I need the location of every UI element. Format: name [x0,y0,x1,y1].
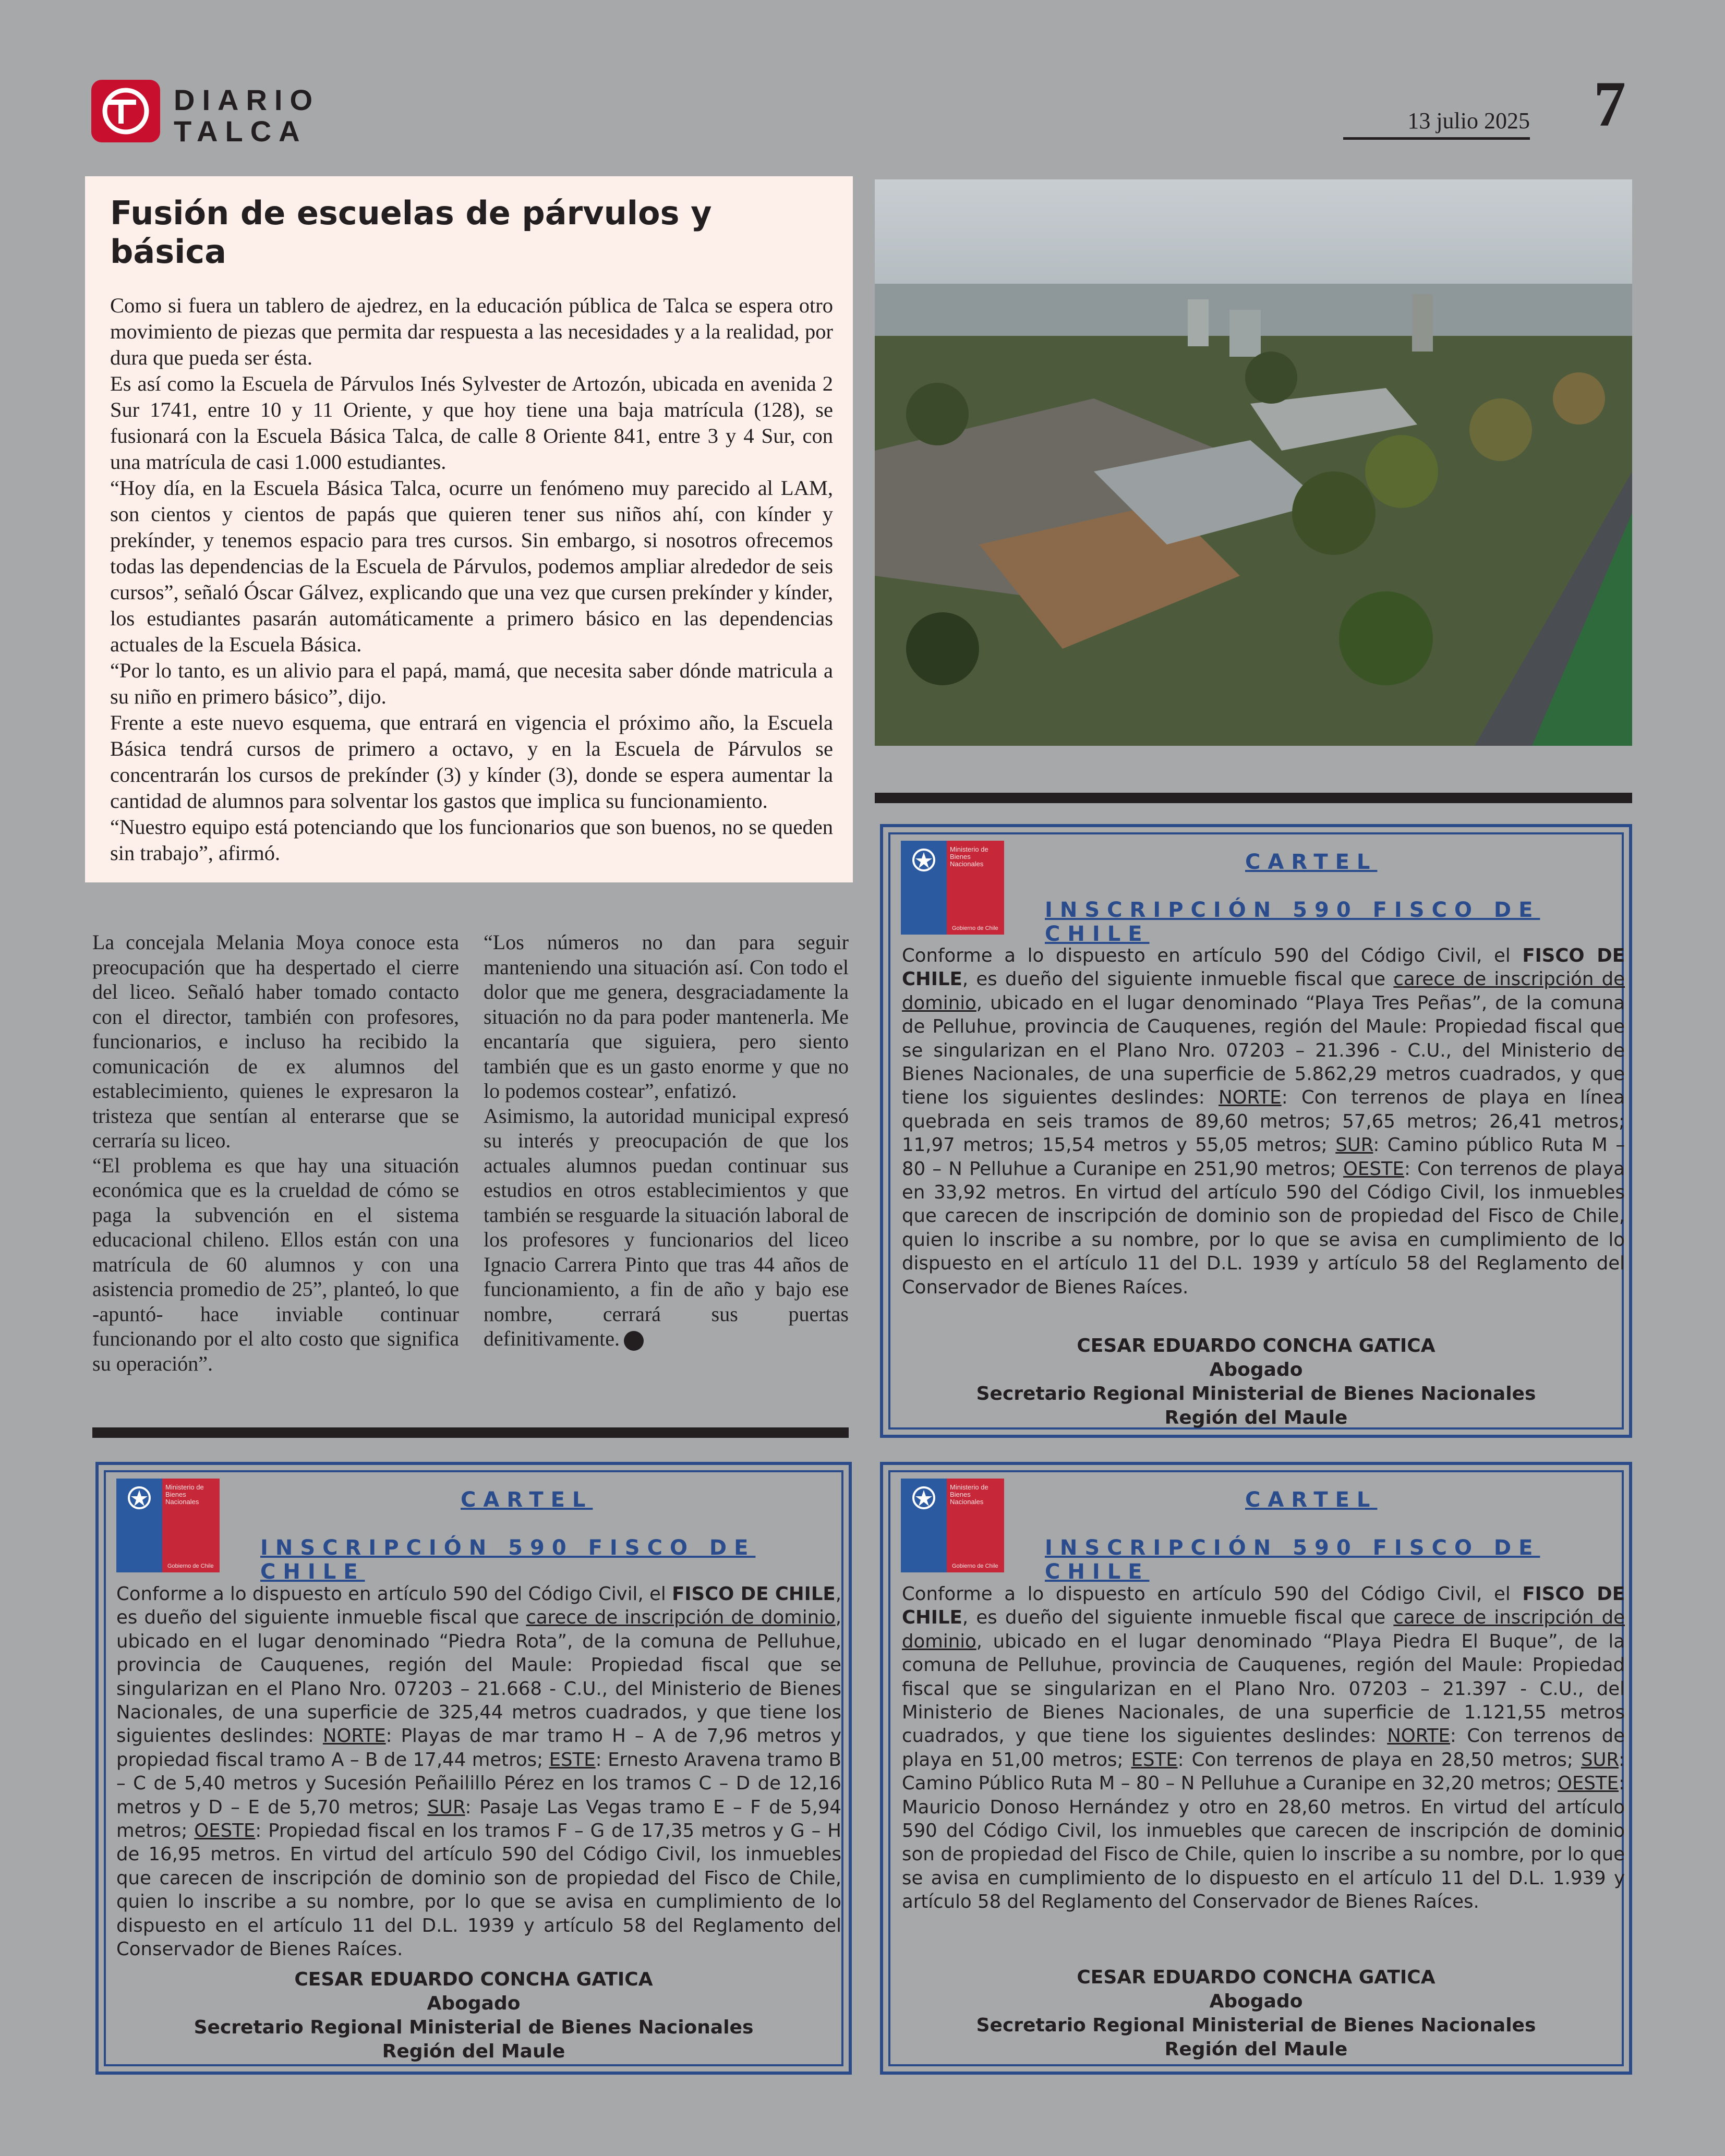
signatory-name: CESAR EDUARDO CONCHA GATICA [1077,1967,1436,1988]
boundary-label: ESTE [1131,1749,1178,1771]
cartel-inner-border [104,1470,843,2066]
signatory-title: Abogado [1209,1991,1303,2012]
boundary-text: : Propiedad fiscal en los tramos F – G de 17,35 metros y G – H de 16,95 metros. En virtud del artículo 590 del Código Civil, los inmuebles que carecen de inscripción de dominio son de propiedad del Fisco de Chile, quien lo inscribe a su nombre, por lo que se avisa en cumplimiento de lo dispuesto en el artículo 11 del D.L. 1939 y artículo 58 del Reglamento del Conservador de Bienes Raíces. [116,1820,841,1960]
article-paragraph: “Nuestro equipo está potenciando que los funcionarios que son buenos, no se queden sin trabajo”, afirmó. [110,815,833,865]
cartel-owner: , es dueño del siguiente inmueble fiscal que [962,1607,1394,1629]
cartel-text [902,1582,1625,1914]
diario-talca-logo-icon [91,80,160,142]
signatory-region: Región del Maule [1164,2039,1348,2060]
signatory-role: Secretario Regional Ministerial de Bienes Nacionales [976,1383,1536,1404]
article-paragraph: Como si fuera un tablero de ajedrez, en la educación pública de Talca se espera otro movimiento de piezas que permita dar respuesta a las necesidades y a la realidad, por dura que pueda ser ésta. [110,293,833,369]
article-paragraph: Frente a este nuevo esquema, que entrará en vigencia el próximo año, la Escuela Básica tendrá cursos de primero a octavo, y en la Escuela de Párvulos se concentrarán los cursos de prekínder (3) y kínder (3), donde se espera aumentar la cantidad de alumnos para solventar los gastos que implica su funcionamiento. [110,710,833,813]
boundary-text: : Ernesto Aravena tramo B – C de 5,40 metros y Sucesión Peñailillo Pérez en los tramos C – D de 12,16 metros y D – E de 5,70 metros; [116,1749,841,1818]
government-label: Gobierno de Chile [952,925,998,931]
cartel-signature [890,1334,1622,1430]
boundary-text: : Camino Público Ruta M – 80 – N Pelluhue a Curanipe en 32,20 metros; [902,1749,1625,1795]
cartel-subheading: INSCRIPCIÓN 590 FISCO DE CHILE [260,1536,756,1584]
boundary-text: : Con terrenos de playa en 33,92 metros. En virtud del artículo 590 del Código Civil, los inmuebles que carecen de inscripción de dominio son de propiedad del Fisco de Chile, quien lo inscribe a su nombre, por lo que se avisa en cumplimiento de lo dispuesto en el artículo 11 del D.L. 1939 y artículo 58 del Reglamento del Conservador de Bienes Raíces. [902,1158,1625,1298]
signatory-role: Secretario Regional Ministerial de Bienes Nacionales [976,2015,1536,2036]
article-paragraph: “Por lo tanto, es un alivio para el papá, mamá, que necesita saber dónde matricula a su niño en primero básico”, dijo. [110,658,833,708]
column-right [484,930,849,1351]
boundary-label: SUR [427,1796,465,1818]
boundary-label: OESTE [1343,1158,1404,1180]
cartel-text [902,944,1625,1299]
boundary-text: : Con terrenos de playa en línea quebrada en seis tramos de 89,60 metros; 57,65 metros; 26,41 metros; 11,97 metros; 15,54 metros y 55,05 metros; [902,1087,1625,1156]
cartel-carece: carece de inscripción de dominio [902,1607,1625,1652]
boundary-label: ESTE [549,1749,596,1771]
masthead [174,84,320,147]
column-paragraph: “Los números no dan para seguir manteniendo una situación así. Con todo el dolor que me genera, desgraciadamente la situación no da para poder mantenerla. Me encantaría que siguiera, pero siento también que es un gasto enorme y que no lo podemos costear”, enfatizó. [484,930,849,1103]
cartel-body: , ubicado en el lugar denominado “Playa Piedra El Buque”, de la comuna de Pelluhue, provincia de Cauquenes, región del Maule: Propiedad fiscal que se singularizan en el Plano Nro. 07203 – 21.397 - C.U., del Ministerio de Bienes Nacionales, de una superficie de 1.121,55 metros cuadrados, y que tiene los siguientes deslindes: [902,1630,1625,1747]
boundary-label: OESTE [1558,1773,1619,1795]
signatory-region: Región del Maule [1164,1407,1348,1428]
boundary-label: SUR [1335,1134,1373,1156]
government-label: Gobierno de Chile [167,1563,214,1569]
cartel-body: , ubicado en el lugar denominado “Playa Tres Peñas”, de la comuna de Pelluhue, provincia de Cauquenes, región del Maule: Propiedad fiscal que se singularizan en el Plano Nro. 07203 – 21.396 - C.U., del Ministerio de Bienes Nacionales, de una superficie de 5.862,29 metros cuadrados, y que tiene los siguientes deslindes: [902,992,1625,1109]
cartel-carece: carece de inscripción de dominio [902,968,1625,1014]
cartel-owner: , es dueño del siguiente inmueble fiscal que [116,1583,841,1629]
cartel-inner-border [888,1470,1624,2066]
masthead-line-1: DIARIO [174,83,320,116]
cartel-subheading: INSCRIPCIÓN 590 FISCO DE CHILE [1045,898,1540,946]
government-label: Gobierno de Chile [952,1563,998,1569]
cartel-intro: Conforme a lo dispuesto en artículo 590 del Código Civil, el [116,1583,672,1605]
article-body [110,293,833,866]
ministry-name: Ministerio de Bienes Nacionales [165,1483,204,1506]
cartel-fisco: FISCO DE CHILE [902,1583,1625,1629]
section-divider [92,1427,849,1438]
boundary-text: : Playas de mar tramo H – A de 7,96 metros y propiedad fiscal tramo A – B de 17,44 metros; [116,1725,841,1771]
ministry-name: Ministerio de Bienes Nacionales [950,845,988,868]
cartel-notice [880,824,1632,1438]
cartel-carece: carece de inscripción de dominio [526,1607,836,1629]
cartel-body: , ubicado en el lugar denominado “Piedra Rota”, de la comuna de Pelluhue, provincia de Cauquenes, región del Maule: Propiedad fiscal que se singularizan en el Plano Nro. 07203 – 21.668 - C.U., del Ministerio de Bienes Nacionales, de una superficie de 325,44 metros cuadrados, y que tiene los siguientes deslindes: [116,1607,841,1747]
ministry-crest-icon [116,1479,220,1572]
cartel-subheading: INSCRIPCIÓN 590 FISCO DE CHILE [1045,1536,1540,1584]
cartel-intro: Conforme a lo dispuesto en artículo 590 del Código Civil, el [902,945,1523,966]
cartel-owner: , es dueño del siguiente inmueble fiscal que [962,968,1394,990]
boundary-label: NORTE [1387,1725,1450,1747]
boundary-text: : Con terrenos de playa en 28,50 metros; [1177,1749,1581,1771]
cartel-signature [106,1968,841,2064]
cartel-notice [880,1462,1632,2075]
signatory-title: Abogado [1209,1359,1303,1380]
boundary-text: : Con terrenos de playa en 51,00 metros; [902,1725,1625,1771]
signatory-region: Región del Maule [382,2041,565,2062]
article-title: Fusión de escuelas de párvulos y básica [110,194,712,271]
cartel-intro: Conforme a lo dispuesto en artículo 590 del Código Civil, el [902,1583,1523,1605]
boundary-text: : Pasaje Las Vegas tramo E – F de 5,94 metros; [116,1796,842,1842]
cartel-inner-border [888,832,1624,1430]
section-divider [875,793,1632,803]
boundary-label: SUR [1581,1749,1619,1771]
ministry-crest-icon [901,841,1004,935]
cartel-signature [890,1966,1622,2062]
cartel-heading: CARTEL [461,1488,593,1512]
article-end-icon [624,1331,644,1351]
article-box [85,176,853,882]
boundary-label: NORTE [1219,1087,1282,1109]
masthead-line-2: TALCA [174,115,307,148]
column-paragraph-text: Asimismo, la autoridad municipal expresó su interés y preocupación de que los actuales alumnos puedan continuar sus estudios en otros establecimientos y que también se resguarde la situación laboral de los profesores y funcionarios del liceo Ignacio Carrera Pinto que tras 44 años de funcionamiento, a fin de año y bajo ese nombre, cerrará sus puertas definitivamente. [484,1104,849,1350]
cartel-heading: CARTEL [1245,1488,1378,1512]
column-left [92,930,459,1376]
aerial-city-photo [875,179,1632,746]
page-number: 7 [1594,68,1626,140]
signatory-role: Secretario Regional Ministerial de Bienes Nacionales [194,2017,754,2038]
ministry-name: Ministerio de Bienes Nacionales [950,1483,988,1506]
column-paragraph: “El problema es que hay una situación económica que es la crueldad de cómo se paga la subvención en el sistema educacional chileno. Ellos están con una matrícula de 60 alumnos y con una asistencia promedio de 25”, planteó, lo que -apuntó- hace inviable continuar funcionando por el alto costo que significa su operación”. [92,1153,459,1375]
boundary-text: : Mauricio Donoso Hernández y otro en 28,60 metros. En virtud del artículo 590 del Código Civil, los inmuebles que carecen de inscripción de dominio son de propiedad del Fisco de Chile, quien lo inscribe a su nombre, por lo que se avisa en cumplimiento de lo dispuesto en el artículo 11 del D.L. 1.939 y artículo 58 del Reglamento del Conservador de Bienes Raíces. [902,1773,1625,1913]
cartel-notice [95,1462,852,2075]
cartel-fisco: FISCO DE CHILE [672,1583,836,1605]
ministry-crest-icon [901,1479,1004,1572]
signatory-name: CESAR EDUARDO CONCHA GATICA [1077,1335,1436,1356]
cartel-text [116,1582,841,1961]
column-paragraph [484,1104,849,1351]
boundary-label: OESTE [194,1820,256,1842]
column-paragraph: La concejala Melania Moya conoce esta preocupación que ha despertado el cierre del liceo. Señaló haber tomado contacto con el director, también con profesores, funcionarios, e incluso ha recibido la comunicación de ex alumnos del establecimiento, quienes le expresaron la tristeza que sentían al enterarse que se cerraría su liceo. [92,930,459,1152]
boundary-label: NORTE [322,1725,386,1747]
boundary-text: : Camino público Ruta M – 80 – N Pelluhue a Curanipe en 251,90 metros; [902,1134,1625,1180]
issue-date: 13 julio 2025 [1343,107,1530,140]
cartel-heading: CARTEL [1245,850,1378,874]
signatory-name: CESAR EDUARDO CONCHA GATICA [294,1969,653,1990]
cartel-fisco: FISCO DE CHILE [902,945,1625,990]
article-paragraph: “Hoy día, en la Escuela Básica Talca, ocurre un fenómeno muy parecido al LAM, son cientos y cientos de papás que quieren tener sus niños ahí, con kínder y prekínder, y tenemos espacio para tres cursos. Sin embargo, si nosotros ofrecemos todas las dependencias de la Escuela de Párvulos, podemos ampliar alrededor de seis cursos”, señaló Óscar Gálvez, explicando que una vez que cursen prekínder y kínder, los estudiantes pasarán automáticamente a primero básico en las dependencias actuales de la Escuela Básica. [110,476,833,656]
article-paragraph: Es así como la Escuela de Párvulos Inés Sylvester de Artozón, ubicada en avenida 2 Sur 1741, entre 10 y 11 Oriente, y que hoy tiene una baja matrícula (128), se fusionará con la Escuela Básica Talca, de calle 8 Oriente 841, entre 3 y 4 Sur, con una matrícula de casi 1.000 estudiantes. [110,371,833,474]
signatory-title: Abogado [427,1993,521,2014]
